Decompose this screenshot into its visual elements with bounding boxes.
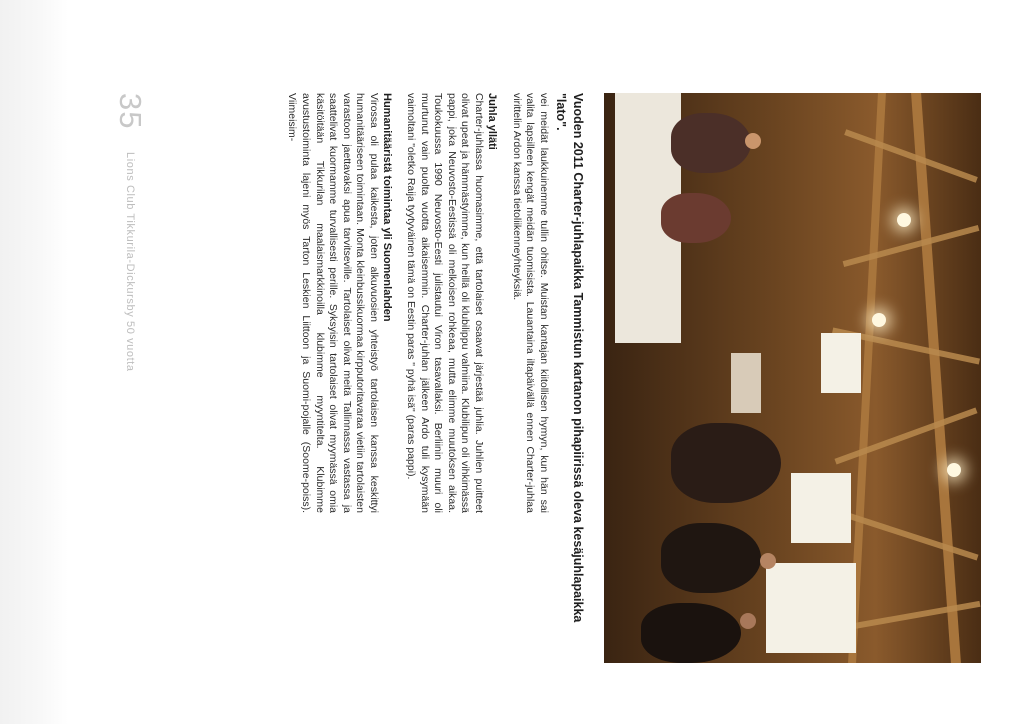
banquet-hall-photo <box>604 93 981 663</box>
footer-text: Lions Club Tikkurila-Dickursby 50 vuotta <box>124 152 136 372</box>
article-title: Vuoden 2011 Charter-juhlapaikka Tammistun kartanon pihapiirissä oleva kesäjuhlapaikka "lato". <box>554 93 585 623</box>
section-heading: Humanitääristä toimintaa yli Suomenlahden <box>381 93 393 322</box>
section-heading: Juhla ylläti <box>486 93 498 150</box>
section-humanitaarinen <box>285 93 394 513</box>
intro-text: vei meidät laukkuinemme tullin ohitse. Muistan kantajan kiitollisen hymyn, kun hän sai valita lapsilleen kengät meidän tuomisista. Lauantaina iltapäivällä ennen Charter-juhlaa virittelin Ardon kanssa tietoliikenneyhteyksiä. <box>510 93 550 513</box>
section-text: Virossa oli pulaa kaikesta, joten alkuvuosien yhteistyö tartolaisen kanssa keskittyi humanitääriseen toimintaan. Monta kleinbussikuormaa kirpputoritavaraa vietiin tartolaisten varastoon jaettavaksi apua tarvitseville. Tartolaiset olivat meitä Tallinnassa vastassa ja saattelivat kuormamme turvallisesti perille. Syksyisin tartolaiset olivat myymässä omia käsitöitään Tikkurilan maalaismarkkinoilla klubimme myyntitelta. Klubimme avustustoiminta lajeni myös Tarton Leskien Liittoon ja Suomi-pojalle (Soome-poiss). Viimeisim- <box>286 93 380 513</box>
section-text: Charter-juhlassa huomasimme, että tartolaiset osaavat järjestää juhlia. Juhlien puitteet olivat upeat ja hämmästyimme, kun heillä oli klubilippu valmiina. Klubilipun oli vihkimässä pappi, joka Neuvosto-Eestissä oli melkoisen rohkeaa, mutta elimme muutoksen aikaa. Toukokuussa 1990 Neuvosto-Eesti julistautui Viron tasavallaksi. Berliinin muuri oli murtunut vain puolta vuotta aikaisemmin. Charter-juhlan jälkeen Ardo tuli kysymään vaimoltani "oletko Raija tyytyväinen tämä on Eestin paras " pyhä isä" (paras pappi). <box>405 93 485 513</box>
intro-paragraph <box>509 93 550 513</box>
section-juhla <box>403 93 499 513</box>
page-number: 35 <box>113 93 148 130</box>
